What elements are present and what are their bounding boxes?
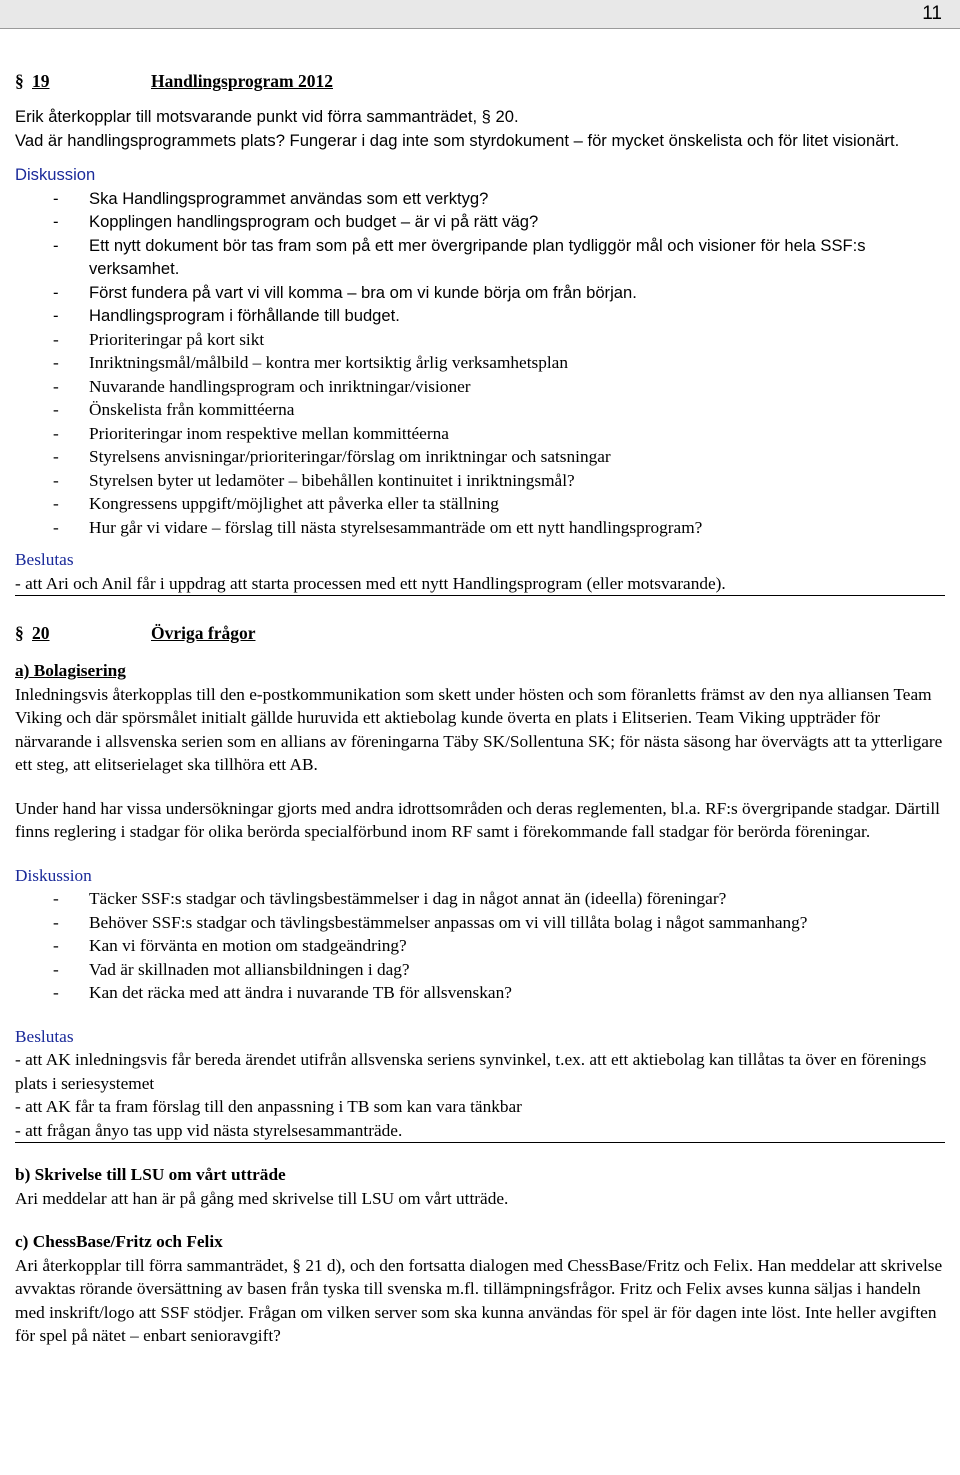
intro-line: Erik återkopplar till motsvarande punkt vid förra sammanträdet, § 20. — [15, 107, 519, 126]
page-content — [15, 66, 945, 1348]
beslutas-label: Beslutas — [15, 550, 74, 569]
beslutas-line: - att AK får ta fram förslag till den anpassning i TB som kan vara tänkbar — [15, 1097, 522, 1116]
list-item: - Kan vi förvänta en motion om stadgeändring? — [15, 934, 945, 958]
section-title: Övriga frågor — [151, 623, 256, 643]
list-item: - Hur går vi vidare – förslag till nästa styrelsesammanträde om ett nytt handlingsprogram? — [15, 516, 945, 540]
diskussion-list — [15, 887, 945, 1005]
beslutas-block — [15, 548, 945, 596]
list-item: - Inriktningsmål/målbild – kontra mer kortsiktig årlig verksamhetsplan — [15, 351, 945, 375]
list-item: - Nuvarande handlingsprogram och inriktningar/visioner — [15, 375, 945, 399]
list-item: - Styrelsen byter ut ledamöter – bibehållen kontinuitet i inriktningsmål? — [15, 469, 945, 493]
beslutas-line: - att frågan ånyo tas upp vid nästa styrelsesammanträde. — [15, 1120, 403, 1140]
list-item: - Prioriteringar inom respektive mellan kommittéerna — [15, 422, 945, 446]
subsection-a-paragraph: Under hand har vissa undersökningar gjorts med andra idrottsområden och deras reglementen, bl.a. RF:s övergripande stadgar. Därtill finns reglering i stadgar för olika berörda specialförbund inom RF samt i förekommande fall stadgar för berörda föreningar. — [15, 798, 940, 841]
diskussion-list — [15, 187, 945, 328]
discussion-points-list — [15, 328, 945, 540]
subsection-c-text: Ari återkopplar till förra sammanträdet, § 21 d), och den fortsatta dialogen med ChessBase/Fritz och Felix. Han meddelar att skrivelse avvaktas rörande översättning av basen från tyska till svenska m.fl. tillämpningsfrågor. Fritz och Felix avses kunna säljas i handeln med inskrift/logo att SSF stödjer. Frågan om vilken server som ska kunna användas för spel är för dagen inte löst. Inte heller avgiften för spel på nätet – enbart senioravgift? — [15, 1255, 943, 1345]
page-number: 11 — [922, 3, 942, 24]
beslutas-label: Beslutas — [15, 1026, 74, 1046]
section-number: 20 — [32, 623, 50, 643]
subsection-c-heading: c) ChessBase/Fritz och Felix — [15, 1232, 223, 1251]
beslutas-block — [15, 1025, 945, 1144]
paragraph-sign: § — [15, 623, 24, 643]
section-19-intro — [15, 105, 945, 152]
list-item: - Ett nytt dokument bör tas fram som på ett mer övergripande plan tydliggör mål och visioner för hela SSF:s verksamhet. — [15, 234, 945, 281]
subsection-b-text: Ari meddelar att han är på gång med skrivelse till LSU om vårt utträde. — [15, 1188, 509, 1208]
subsection-a-heading: a) Bolagisering — [15, 661, 126, 680]
section-title: Handlingsprogram 2012 — [151, 71, 333, 91]
section-20-heading — [15, 618, 945, 648]
paragraph-sign: § — [15, 71, 24, 91]
subsection-a-paragraph: Inledningsvis återkopplas till den e-postkommunikation som skett under hösten och som föranletts främst av den nya alliansen Team Viking och där spörsmålet initialt gällde huruvida ett aktiebolag kunde överta en plats i Elitserien. Team Viking uppträder för närvarande i allsvenska serien som en allians av föreningarna Täby SK/Sollentuna SK; för nästa säsong har övervägts att ta ytterligare ett steg, att elitserielaget ska tillhöra ett AB. — [15, 684, 943, 774]
subsection-b-heading: b) Skrivelse till LSU om vårt utträde — [15, 1165, 286, 1184]
diskussion-label: Diskussion — [15, 865, 92, 885]
intro-line: Vad är handlingsprogrammets plats? Fungerar i dag inte som styrdokument – för mycket önskelista och för litet visionärt. — [15, 130, 900, 150]
list-item: - Kopplingen handlingsprogram och budget – är vi på rätt väg? — [15, 210, 945, 234]
page-header-bar — [0, 0, 960, 29]
list-item: - Kongressens uppgift/möjlighet att påverka eller ta ställning — [15, 492, 945, 516]
list-item: - Behöver SSF:s stadgar och tävlingsbestämmelser anpassas om vi vill tillåta bolag i något sammanhang? — [15, 911, 945, 935]
beslutas-text: - att Ari och Anil får i uppdrag att starta processen med ett nytt Handlingsprogram (eller motsvarande). — [15, 573, 726, 593]
list-item: - Täcker SSF:s stadgar och tävlingsbestämmelser i dag in något annat än (ideella) föreningar? — [15, 887, 945, 911]
list-item: - Styrelsens anvisningar/prioriteringar/förslag om inriktningar och satsningar — [15, 445, 945, 469]
section-number: 19 — [32, 71, 50, 91]
beslutas-line: - att AK inledningsvis får bereda ärendet utifrån allsvenska seriens synvinkel, t.ex. att ett aktiebolag kan tillåtas ta över en förenings plats i seriesystemet — [15, 1050, 927, 1093]
diskussion-label: Diskussion — [15, 165, 96, 184]
list-item: - Vad är skillnaden mot alliansbildningen i dag? — [15, 958, 945, 982]
list-item: - Handlingsprogram i förhållande till budget. — [15, 304, 945, 328]
list-item: - Kan det räcka med att ändra i nuvarande TB för allsvenskan? — [15, 981, 945, 1005]
section-19-heading — [15, 66, 945, 96]
list-item: - Prioriteringar på kort sikt — [15, 328, 945, 352]
list-item: - Först fundera på vart vi vill komma – bra om vi kunde börja om från början. — [15, 281, 945, 305]
list-item: - Önskelista från kommittéerna — [15, 398, 945, 422]
list-item: - Ska Handlingsprogrammet användas som ett verktyg? — [15, 187, 945, 211]
